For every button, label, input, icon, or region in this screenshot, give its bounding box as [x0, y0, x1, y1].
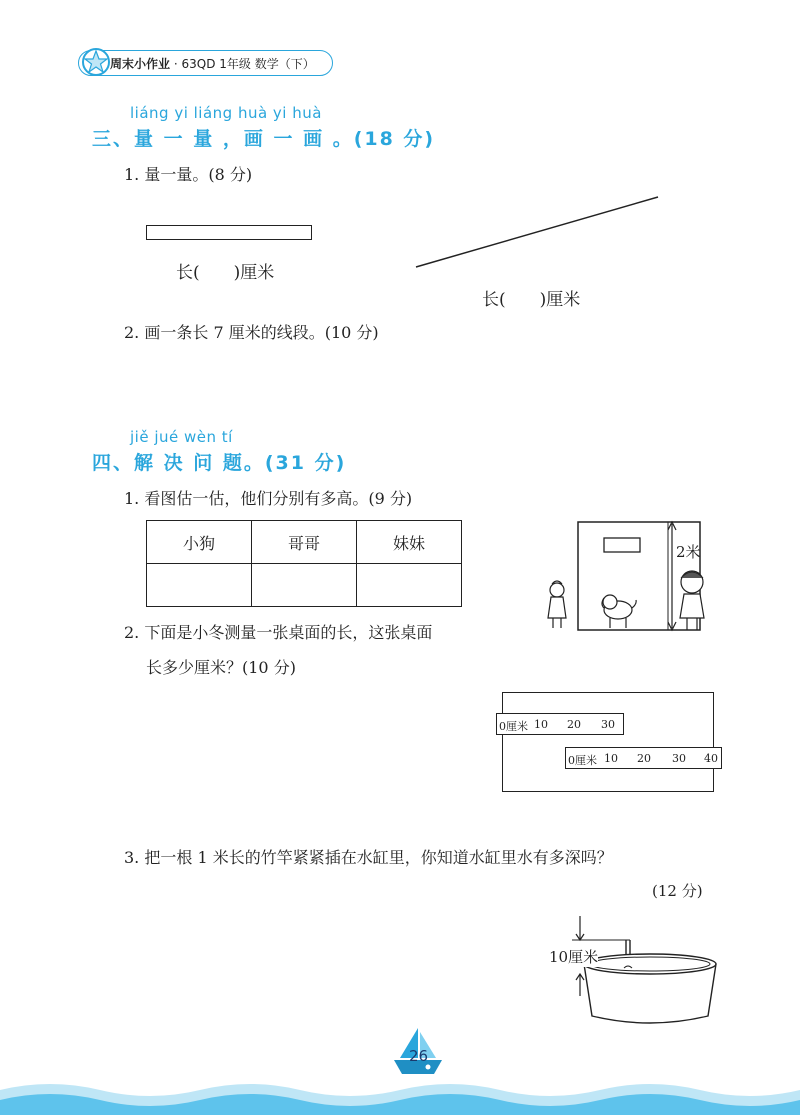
section4-title: 四、解 决 问 题。(31 分)	[92, 452, 347, 474]
table-cell-brother[interactable]	[252, 564, 357, 607]
section3-pinyin: liáng yi liáng huà yi huà	[130, 104, 322, 122]
water-vat-figure	[568, 912, 728, 1032]
ruler2-tick-1: 10	[604, 752, 618, 765]
section4-q2-label-line1: 2. 下面是小冬测量一张桌面的长，这张桌面	[124, 623, 433, 642]
section4-q3-label: 3. 把一根 1 米长的竹竿紧紧插在水缸里，你知道水缸里水有多深吗？	[124, 848, 613, 867]
section4-q1-label: 1. 看图估一估，他们分别有多高。(9 分)	[124, 489, 413, 508]
table-header-dog: 小狗	[147, 521, 252, 564]
ruler-second	[565, 747, 722, 769]
ruler2-tick-2: 20	[637, 752, 651, 765]
measure-answer-a: 长( )厘米	[176, 263, 275, 283]
ruler2-tick-3: 30	[672, 752, 686, 765]
section3-q2-label: 2. 画一条长 7 厘米的线段。(10 分)	[124, 323, 379, 342]
table-header-sister: 妹妹	[357, 521, 462, 564]
height-answer-table	[146, 520, 462, 607]
section4-q3-points: (12 分)	[652, 882, 703, 900]
table-answer-row	[147, 564, 462, 607]
table-cell-dog[interactable]	[147, 564, 252, 607]
door-height-label: 2米	[676, 543, 701, 561]
vat-depth-label: 10厘米	[549, 948, 599, 966]
page-number: 26	[409, 1047, 429, 1065]
ruler1-tick-3: 30	[601, 718, 615, 731]
girl-icon	[548, 581, 566, 628]
header-separator: ·	[173, 57, 178, 71]
desk-frame	[502, 692, 714, 792]
ruler2-tick-0: 0厘米	[568, 754, 597, 767]
ruler2-tick-4: 40	[704, 752, 718, 765]
section3-q1-label: 1. 量一量。(8 分)	[124, 165, 253, 184]
header-brand: 周末小作业	[110, 57, 171, 71]
ruler1-tick-0: 0厘米	[499, 720, 528, 733]
measure-line	[410, 192, 665, 272]
section4-pinyin: jiě jué wèn tí	[130, 428, 233, 446]
table-header-brother: 哥哥	[252, 521, 357, 564]
table-cell-sister[interactable]	[357, 564, 462, 607]
table-header-row	[147, 521, 462, 564]
measure-rectangle	[146, 225, 312, 240]
ruler-first	[496, 713, 624, 735]
logo-icon	[80, 46, 112, 78]
header-info: 63QD 1年级 数学（下）	[181, 57, 315, 71]
door-figure	[540, 518, 725, 636]
section4-q2-label-line2: 长多少厘米？(10 分)	[146, 658, 296, 677]
section3-title: 三、量 一 量 ，画 一 画 。(18 分)	[92, 128, 436, 150]
header-text	[110, 55, 315, 72]
ruler1-tick-1: 10	[534, 718, 548, 731]
ruler1-tick-2: 20	[567, 718, 581, 731]
measure-answer-b: 长( )厘米	[482, 290, 581, 310]
